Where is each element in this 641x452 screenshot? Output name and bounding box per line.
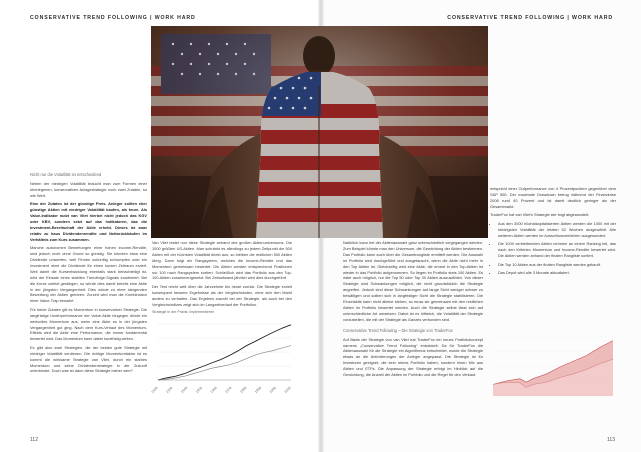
x-tick-label: 1969: [209, 385, 218, 395]
x-tick-label: 1979: [224, 385, 233, 395]
depot-performance-chart: [489, 330, 617, 402]
x-tick-label: 1989: [239, 385, 248, 395]
x-tick-label: 1939: [165, 385, 174, 395]
bullet-intro: TraderFox hat van Vliet's Strategie wie folgt abgewandelt:: [490, 212, 590, 218]
list-item: • Das Depot wird alle 3 Monate aktualisiert.: [498, 270, 616, 276]
list-item: • Die 1000 verbleibenden Aktien nehmen an einem Ranking teil, das nach den Kriterien Momentum und Income-Rendite bewertet wird. Die Aktien werden anhand der finalen Rangliste sortiert.: [498, 241, 616, 259]
series-line-markt: [158, 346, 291, 380]
list-item: • Aus den 3000 höchstkapitalisierten Aktien werden die 1000 mit der niedrigsten Volatilität der letzten 52 Wochen ausgewählt. Alle weiteren Aktien werden im Ausschlussverfahren ausgesondert.: [498, 221, 616, 239]
paragraph: Der Test reicht weit über die Jahrzehnte bis heute zurück. Die Strategie erzielt konsequent bessere Ergebnisse als der Vergleichsindex, ohne sich den Markt anders zu verhalten. Das Ergebnis sowohl bei der Strategie, als auch bei den Vergleichsindizes zeigt sich im Langzeitverlauf der Portfolios.: [152, 283, 292, 307]
chart-caption: Strategie in der Praxis: Implementieren: [152, 310, 215, 315]
strategy-bullet-list: [490, 221, 616, 277]
chart-1-svg: [150, 318, 295, 398]
paragraph: Van Vliet testet nun diese Strategie anhand des großen Aktienuniversums. Die 1000 größten US-Aktien. Man schränkt es allerdings zu jedem Zeitpunkt die 500 Aktien mit der höchsten Volatilität direkt aus, so bleiben die restlichen 500 Aktien übrig. Dann folgt ein Rangsystem, welches die Income-Rendite und das Momentum gemeinsam bewertet. Die Aktien werden entsprechend Positionen nur 100 nach Rangsystem sortiert. Schließlich wird das Portfolio aus den Top-100-Aktien zusammengesetzt. Bei Zeitaufwand jährlich wird dies durchgeführt.: [152, 240, 292, 281]
paragraph: Auf Basis der Strategie von van Vliet hat TraderFox ein neues Portfoliokonzept namens „Conservative Trend Following“ entwickelt. Da für TraderFox die Aktienauswahl für die Strategie ein Algorithmus entscheidet, wurde die Strategie etwas an die Anforderungen der Anleger angepasst. Die Strategie ist für Investoren geeignet, die kein reines Portfolio haben, sondern einen Mix aus Aktien und ETFs. Die Anpassung der Strategie erfolgt im Hinblick auf die Gewichtung, die Anzahl der Aktien im Portfolio und die Regel für den Verkauf.: [343, 336, 483, 378]
paragraph-text: Eine der Zutaten ist der günstige Preis. Anleger sollten eher günstige Aktien mit niedriger Volatilität kaufen, als teure. Als Value-Indikator nutzt van Vliet hierbei nicht jedoch das KGV oder KBV, sondern setzt auf das Indikatoren, das die Investment-Bereitschaft der Aktie erhebt. Dieses ist zwar relativ zu haus Dividendenrendite und Nettorückkäufen im Verhältnis zum Kurs zusammen.: [30, 201, 147, 242]
x-tick-label: 1999: [253, 385, 263, 395]
x-tick-label: 2019: [283, 385, 292, 395]
paragraph: [30, 201, 147, 242]
right-page-column-2: [490, 186, 616, 279]
left-page-column-1: [30, 172, 147, 377]
section-subhead: Conservative Trend Following – Die Strategie von TraderFox: [343, 327, 453, 333]
page-number-right: 113: [607, 437, 615, 443]
right-page-column-1: [343, 240, 483, 381]
x-tick-label: 2009: [268, 385, 277, 395]
x-tick-label: 1929: [150, 385, 159, 395]
paragraph: Für beide Zutaten gilt es Momentum in konservativer Strategie. Die langfristige Underperformance der Value-Aktie hingegen drückt ein wertvolles Momentum aus, wenn eine Aktie es in der jüngsten Vergangenheit gut ging. Nach dem Kurs-Verlauf des Momentum-Effekts wird die Aktie eine Performance, die immer fundamental bewertet wird. Das Momentum kann dabei kurzfristig wirken.: [30, 306, 147, 342]
series-line-conservative: [158, 325, 291, 380]
paragraph: Manche autonomen Bewertungen einer hohen Income-Rendite, sind jedoch nicht ohne Grund so günstig. Sie könnten etwa eine Dividende umwerfen, weil Firmen zukünftig schrumpfen oder ein Investment ohne die Dividende für einen kurzen Zeitraum erzielt. Weil damit die Kursentwicklung ebenfalls stark benachteiligt ist, wird der Einsatz eines stabilen Trendfolge-Signals kombiniert. Bei die Kurse zuletzt gestiegen, so würde dies damit bereits eine Aktie in der jüngsten Vergangenheit. Dies würde zu einer steigenden Bewertung der Aktien gehören: Zurzeit wird man die Kombination einer Value-Trap bewahrt.: [30, 245, 147, 304]
hero-image: [151, 26, 488, 238]
section-subhead: Nicht nur die Volatilität ist entscheidend: [30, 172, 102, 177]
chart-2-svg: [489, 330, 617, 402]
running-header-left: CONSERVATIVE TREND FOLLOWING | WORK HARD: [30, 15, 196, 21]
running-header-right: CONSERVATIVE TREND FOLLOWING | WORK HARD: [447, 15, 613, 21]
paragraph: Natürlich kann bei der Aktienauswahl ganz unterschiedlich vorgegangen werden. Zum Beispiel könnte man den Universum, die Gewichtung der Aktien bestimmen. Das Portfolio kann auch über die Gesamtrangliste ermittelt werden. Die Auswahl im Portfolio wird durchgeführt und ausgetauscht, wenn die Aktie nicht mehr in den Top Aktien ist. Gleichzeitig wird eine Aktie, die erneut in den Top-Aktien ist wieder in das Portfolio aufgenommen. So liegen im Portfolio stets 100 Aktien. Es wäre auch möglich, nur die Top 50 oder Top 30 Aktien auszuwählen. Von dieser Strategie sind Schwankungen möglich, die nicht grundsätzlich die Strategie angreifen. Jedoch sind diese Schwankungen auf lange Sicht weniger schwer zu bewältigen und sollten sich in langfristiger Sicht die Strategie stabilisieren. Die Einzelaktie kann nicht alleine stehen, so muss sie gemeinsam mit den restlichen Aktien im Portfolio bewertet werden. Auch die Strategie selbst lässt sich auf unterschiedliche Art umsetzen. Dabei ist es hilfreich, die Volatilität der Strategie vorzustellen, die mit der Strategie als Ganzes verbunden sind.: [343, 240, 483, 322]
long-term-performance-chart: [150, 318, 295, 398]
paragraph: entspricht einer Outperformance von 4 Prozentpunkten gegenüber dem S&P 500. Der maximale Drawdown betrug während der Finanzkrise 2008 rund 40 Prozent und ist damit deutlich geringer als der Gesamtmarkt.: [490, 186, 616, 209]
page-number-left: 112: [30, 437, 38, 443]
list-item: • Die Top 10 Aktien aus der finalen Rangliste werden gekauft.: [498, 262, 616, 268]
flag-on-back: [251, 66, 391, 238]
athlete-flag-illustration: [151, 26, 488, 238]
paragraph: Neben der niedrigen Volatilität braucht man zum Formen einer überlegenen, konservativen Anlagestrategie noch zwei Zutaten, so wie Wert.: [30, 180, 147, 198]
paragraph: Es gibt also zwei Strategien, die der beiden gute Strategie mit niedriger Volatilität verdienen. Die richtige Momentumfaktor ist es kommt die wirksame Strategie van Vliet, durch ein starkes Momentum und seine Dividendenstrategie in der Zukunft unterbindet. Doch was ist dann diese Strategie bisher wert?: [30, 344, 147, 374]
x-tick-label: 1949: [180, 385, 189, 395]
x-tick-label: 1959: [194, 385, 204, 395]
left-page-column-2: [152, 240, 292, 316]
